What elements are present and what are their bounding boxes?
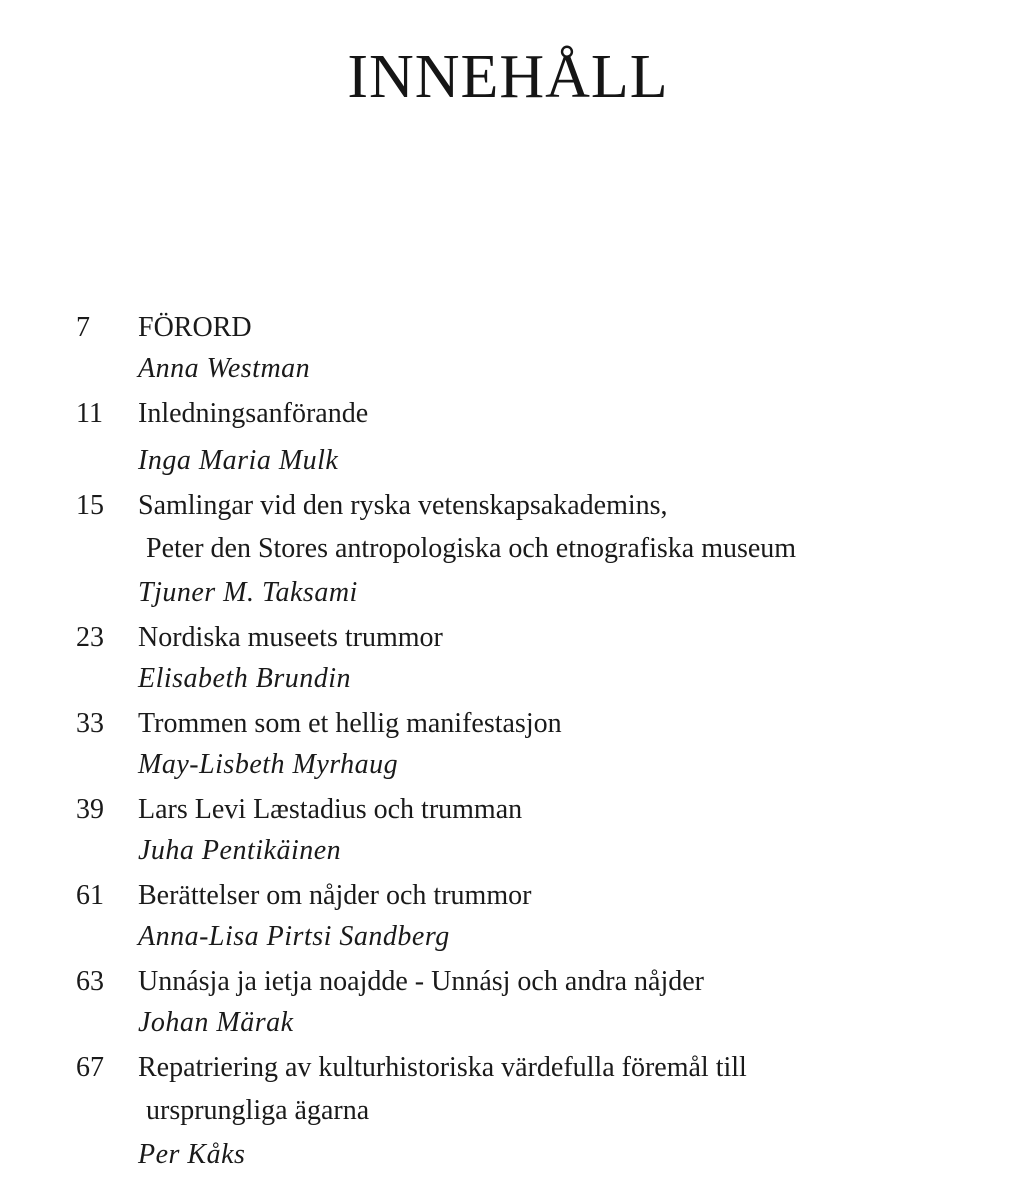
toc-author: Johan Märak xyxy=(138,1007,294,1038)
toc-author: Juha Pentikäinen xyxy=(138,835,342,866)
toc-entry xyxy=(0,394,1016,482)
toc-title-line: Nordiska museets trummor xyxy=(138,622,443,653)
toc-entry xyxy=(0,1048,1016,1176)
toc-author: May-Lisbeth Myrhaug xyxy=(138,749,399,780)
toc-entry xyxy=(0,876,1016,958)
toc-entry xyxy=(0,308,1016,390)
toc-author: Inga Maria Mulk xyxy=(138,445,339,476)
toc-title-line: Lars Levi Læstadius och trumman xyxy=(138,794,523,825)
toc-author: Tjuner M. Taksami xyxy=(138,577,358,608)
toc-page-number: 67 xyxy=(76,1052,104,1083)
table-of-contents xyxy=(0,308,1016,1180)
toc-author: Elisabeth Brundin xyxy=(138,663,352,694)
toc-author: Anna-Lisa Pirtsi Sandberg xyxy=(138,921,450,952)
toc-title-line: Unnásja ja ietja noajdde - Unnásj och andra nåjder xyxy=(138,966,705,997)
toc-title-line: ursprungliga ägarna xyxy=(146,1095,370,1126)
toc-page-number: 15 xyxy=(76,490,104,521)
toc-title xyxy=(138,704,978,744)
toc-title xyxy=(138,790,978,830)
toc-title-line: Inledningsanförande xyxy=(138,398,369,429)
toc-title xyxy=(138,962,978,1002)
toc-title-line: Berättelser om nåjder och trummor xyxy=(138,880,532,911)
toc-title-line: Peter den Stores antropologiska och etnografiska museum xyxy=(146,533,797,564)
toc-entry xyxy=(0,486,1016,614)
toc-entry xyxy=(0,962,1016,1044)
toc-author: Per Kåks xyxy=(138,1139,246,1170)
toc-title xyxy=(138,486,978,572)
toc-title xyxy=(138,394,978,434)
toc-title xyxy=(138,876,978,916)
page-title: INNEHÅLL xyxy=(347,43,669,111)
toc-title-line: FÖRORD xyxy=(138,312,252,343)
toc-title-line: Samlingar vid den ryska vetenskapsakademins, xyxy=(138,490,668,521)
toc-page-number: 61 xyxy=(76,880,104,911)
toc-entry xyxy=(0,618,1016,700)
toc-page-number: 63 xyxy=(76,966,104,997)
toc-title xyxy=(138,618,978,658)
toc-page-number: 23 xyxy=(76,622,104,653)
toc-title-line: Repatriering av kulturhistoriska värdefulla föremål till xyxy=(138,1052,747,1083)
toc-title-line: Trommen som et hellig manifestasjon xyxy=(138,708,562,739)
toc-entry xyxy=(0,704,1016,786)
toc-page-number: 7 xyxy=(76,312,90,343)
toc-author: Anna Westman xyxy=(138,353,311,384)
toc-title xyxy=(138,308,978,348)
toc-page-number: 11 xyxy=(76,398,103,429)
toc-page-number: 33 xyxy=(76,708,104,739)
toc-page-number: 39 xyxy=(76,794,104,825)
toc-entry xyxy=(0,790,1016,872)
toc-title xyxy=(138,1048,978,1134)
